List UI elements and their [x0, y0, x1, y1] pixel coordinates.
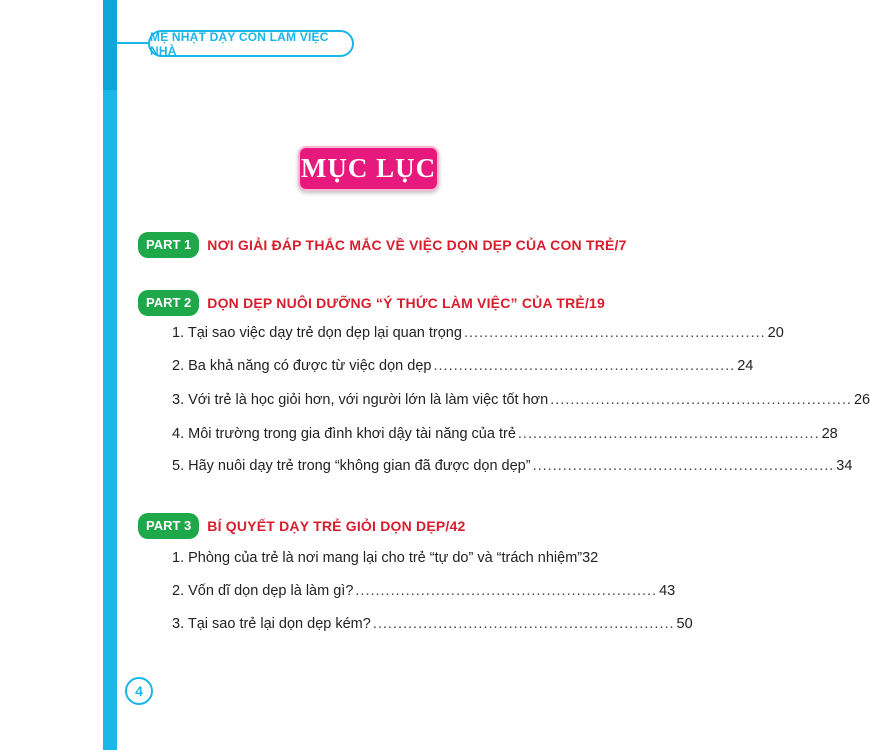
toc-entry-text: 5. Hãy nuôi dạy trẻ trong “không gian đã được dọn dẹp”: [172, 458, 531, 474]
toc-entry: [172, 583, 676, 599]
part-title: DỌN DẸP NUÔI DƯỠNG “Ý THỨC LÀM VIỆC” CỦA TRẺ/19: [207, 295, 605, 311]
toc-entry-text: 4. Môi trường trong gia đình khơi dậy tài năng của trẻ: [172, 426, 516, 442]
running-header-text: MẸ NHẬT DẠY CON LÀM VIỆC NHÀ: [150, 29, 329, 58]
toc-entry-page: 24: [737, 358, 754, 374]
page-number-text: 4: [135, 683, 143, 699]
toc-leader-dots: ............................................................: [550, 392, 852, 408]
toc-entry-text: 3. Tại sao trẻ lại dọn dẹp kém?: [172, 616, 371, 632]
toc-entry: [172, 426, 838, 442]
toc-entry-page: 50: [676, 616, 693, 632]
toc-leader-dots: ............................................................: [372, 616, 675, 632]
toc-entry: [172, 358, 754, 374]
page-number: [125, 677, 153, 705]
toc-entry: [172, 550, 608, 566]
part-badge: PART 3: [138, 513, 199, 539]
header-connector-line: [117, 42, 150, 44]
toc-leader-dots: ............................................................: [433, 358, 736, 374]
toc-entry: [172, 325, 784, 341]
toc-entry-page: 32: [582, 550, 599, 566]
part-badge: PART 2: [138, 290, 199, 316]
toc-entry-page: 28: [821, 426, 838, 442]
toc-entry-text: 2. Ba khả năng có được từ việc dọn dẹp: [172, 358, 432, 374]
toc-leader-dots: ............................................................: [463, 325, 766, 341]
toc-leader-dots: ............................................................: [355, 583, 658, 599]
part-heading: [138, 513, 465, 539]
toc-entry-text: 3. Với trẻ là học giỏi hơn, với người lớn là làm việc tốt hơn: [172, 392, 549, 408]
toc-entry-page: 43: [659, 583, 676, 599]
part-title: NƠI GIẢI ĐÁP THẮC MẮC VỀ VIỆC DỌN DẸP CỦA CON TRẺ/7: [207, 237, 627, 253]
toc-entry-text: 1. Tại sao việc dạy trẻ dọn dẹp lại quan trọng: [172, 325, 462, 341]
toc-entry: [172, 616, 693, 632]
running-header: [148, 30, 354, 57]
toc-entry-page: 20: [767, 325, 784, 341]
toc-entry-text: 1. Phòng của trẻ là nơi mang lại cho trẻ “tự do” và “trách nhiệm”: [172, 550, 583, 566]
toc-entry: [172, 392, 870, 408]
toc-entry: [172, 458, 853, 474]
toc-entry-text: 2. Vốn dĩ dọn dẹp là làm gì?: [172, 583, 354, 599]
side-decoration-bar: [103, 0, 117, 750]
part-title: BÍ QUYẾT DẠY TRẺ GIỎI DỌN DẸP/42: [207, 518, 466, 534]
side-decoration-bar-top: [103, 0, 117, 90]
toc-leader-dots: ............................................................: [517, 426, 820, 442]
toc-title: MỤC LỤC: [300, 153, 437, 183]
part-heading: [138, 232, 627, 258]
toc-entry-page: 34: [836, 458, 853, 474]
toc-title-box: [298, 146, 439, 191]
part-badge: PART 1: [138, 232, 199, 258]
toc-leader-dots: ............................................................: [532, 458, 835, 474]
toc-entry-page: 26: [853, 392, 870, 408]
part-heading: [138, 290, 605, 316]
